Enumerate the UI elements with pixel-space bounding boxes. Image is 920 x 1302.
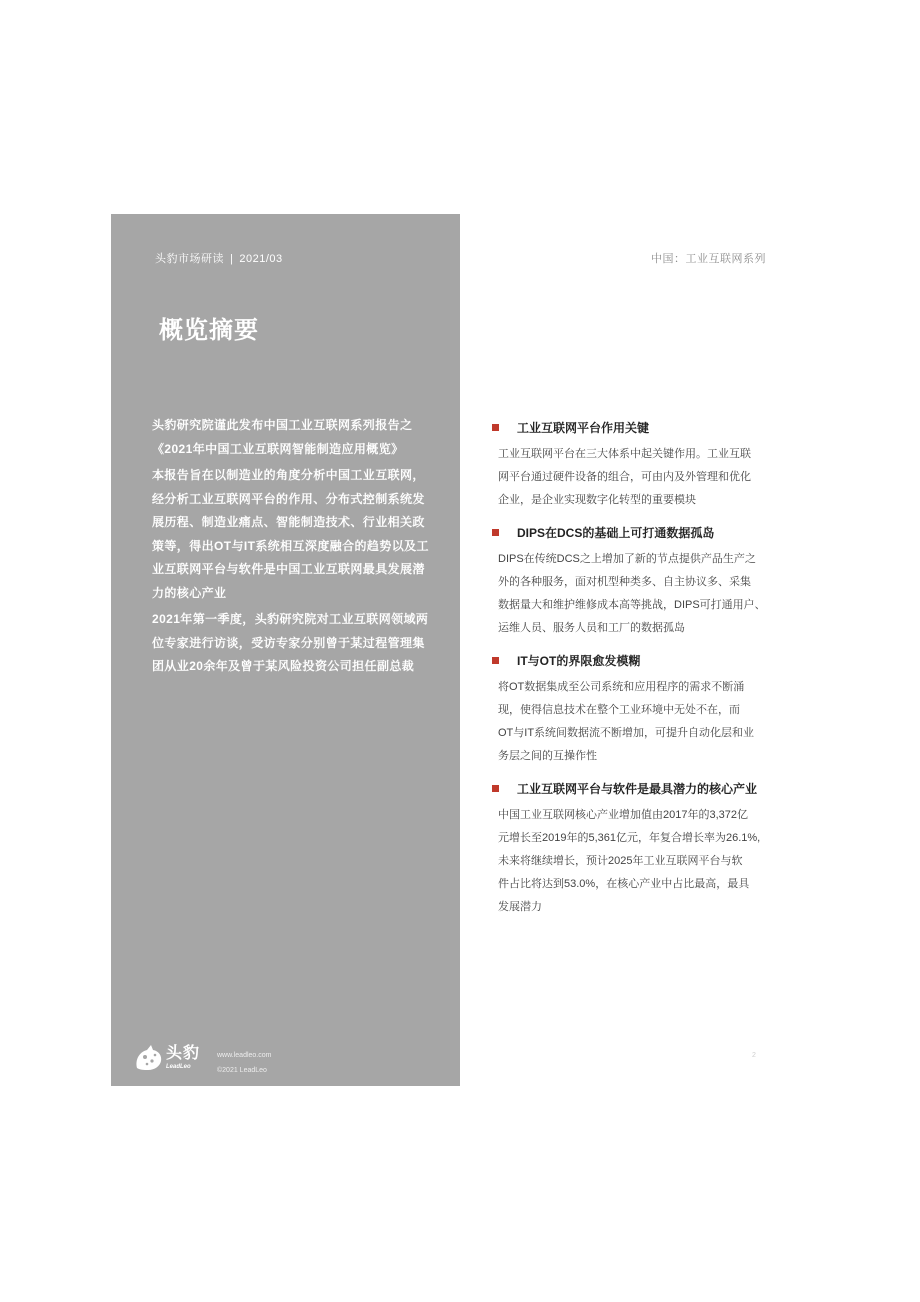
- finding-line: 件占比将达到53.0%，在核心产业中占比最高，最具: [498, 878, 750, 890]
- leadleo-logo: [133, 1042, 200, 1074]
- square-bullet-icon: [492, 424, 499, 431]
- footer-website[interactable]: www.leadleo.com: [217, 1052, 272, 1059]
- square-bullet-icon: [492, 785, 499, 792]
- finding-line: 工业互联网平台在三大体系中起关键作用。工业互联: [498, 448, 751, 460]
- finding-line: 未来将继续增长，预计2025年工业互联网平台与软: [498, 855, 743, 867]
- footer-info: [217, 1048, 271, 1078]
- logo-chinese-name: 头豹: [166, 1045, 201, 1062]
- finding-line: 网平台通过硬件设备的组合，可由内及外管理和优化: [498, 471, 751, 483]
- page-title: 概览摘要: [159, 317, 259, 344]
- finding-heading: [491, 647, 781, 675]
- finding-line: 务层之间的互操作性: [498, 750, 597, 762]
- summary-text: [152, 414, 430, 682]
- left-summary-panel: [111, 214, 460, 1086]
- report-page: [111, 214, 787, 1086]
- finding-heading-text: 工业互联网平台作用关键: [517, 421, 650, 435]
- summary-paragraph: 2021年第一季度，头豹研究院对工业互联网领域两位专家进行访谈，受访专家分别曾于某过程管理集团从业20余年及曾于某风险投资公司担任副总裁: [152, 612, 429, 673]
- finding-body: [491, 804, 781, 919]
- header-separator: |: [230, 253, 234, 265]
- key-findings: [491, 414, 781, 926]
- finding-body: [491, 443, 781, 512]
- page-number: 2: [752, 1052, 756, 1059]
- finding-line: 发展潜力: [498, 901, 542, 913]
- finding-line: 中国工业互联网核心产业增加值由2017年的3,372亿: [498, 809, 748, 821]
- finding-line: 将OT数据集成至公司系统和应用程序的需求不断涌: [498, 681, 745, 693]
- finding-heading-text: DIPS在DCS的基础上可打通数据孤岛: [517, 526, 715, 540]
- brand-label: 头豹市场研读: [155, 253, 224, 265]
- finding-heading: [491, 414, 781, 442]
- finding-heading-text: 工业互联网平台与软件是最具潜力的核心产业: [517, 782, 758, 796]
- finding-heading-text: IT与OT的界限愈发模糊: [517, 654, 641, 668]
- summary-paragraph: 本报告旨在以制造业的角度分析中国工业互联网，经分析工业互联网平台的作用、分布式控制系统发展历程、制造业痛点、智能制造技术、行业相关政策等，得出OT与IT系统相互深度融合的趋势以及工业互联网平台与软件是中国工业互联网最具发展潜力的核心产业: [152, 468, 429, 600]
- leopard-logo-icon: [133, 1042, 163, 1074]
- finding-line: 元增长至2019年的5,361亿元，年复合增长率为26.1%,: [498, 832, 761, 844]
- report-date: 2021/03: [239, 253, 283, 265]
- finding-body: [491, 676, 781, 768]
- finding-line: 企业，是企业实现数字化转型的重要模块: [498, 494, 696, 506]
- logo-english-name: LeadLeo: [166, 1064, 191, 1070]
- footer-copyright: ©2021 LeadLeo: [217, 1067, 267, 1074]
- finding-line: 运维人员、服务人员和工厂的数据孤岛: [498, 622, 685, 634]
- header-brand-date: [155, 250, 283, 266]
- finding-heading: [491, 775, 781, 803]
- finding-section: [491, 647, 781, 768]
- finding-section: [491, 414, 781, 512]
- finding-section: [491, 519, 781, 640]
- finding-line: 数据量大和维护维修成本高等挑战，DIPS可打通用户、: [498, 599, 766, 611]
- finding-line: 外的各种服务，面对机型种类多、自主协议多、采集: [498, 576, 751, 588]
- series-label: 中国：工业互联网系列: [651, 253, 766, 265]
- finding-section: [491, 775, 781, 919]
- finding-body: [491, 548, 781, 640]
- finding-line: OT与IT系统间数据流不断增加，可提升自动化层和业: [498, 727, 755, 739]
- finding-line: 现，使得信息技术在整个工业环境中无处不在，而: [498, 704, 740, 716]
- finding-heading: [491, 519, 781, 547]
- summary-paragraph: 头豹研究院谨此发布中国工业互联网系列报告之《2021年中国工业互联网智能制造应用概览》: [152, 418, 413, 456]
- square-bullet-icon: [492, 657, 499, 664]
- square-bullet-icon: [492, 529, 499, 536]
- finding-line: DIPS在传统DCS之上增加了新的节点提供产品生产之: [498, 553, 756, 565]
